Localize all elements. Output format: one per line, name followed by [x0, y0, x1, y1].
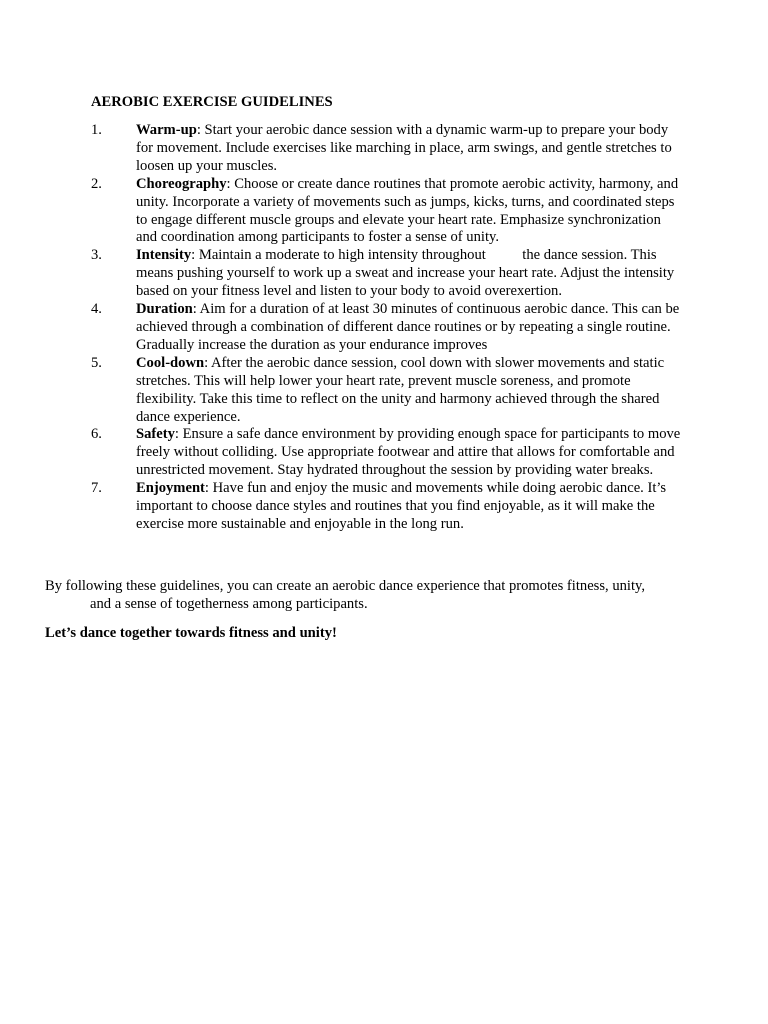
item-number: 2. — [91, 175, 102, 192]
item-text: : Start your aerobic dance session with a dynamic warm-up to prepare your body for movement. Include exercises like marching in place, arm swings, and gentle stretches to loosen up your muscles. — [136, 122, 672, 174]
list-item — [91, 301, 681, 355]
call-to-action: Let’s dance together towards fitness and unity! — [45, 625, 337, 641]
closing-paragraph — [45, 578, 680, 614]
item-number: 5. — [91, 354, 102, 371]
item-text: : Ensure a safe dance environment by providing enough space for participants to move freely without colliding. Use appropriate footwear and attire that allows for comfortable and unrestricted movement. Stay hydrated throughout the session by providing water breaks. — [136, 426, 681, 479]
item-term: Choreography — [136, 175, 227, 192]
item-term: Safety — [136, 426, 175, 443]
item-number: 3. — [91, 247, 102, 264]
item-number: 7. — [91, 480, 102, 497]
item-text: : Aim for a duration of at least 30 minutes of continuous aerobic dance. This can be achieved through a combination of different dance routines or by repeating a single routine. Gradually increase the duration as your endurance improves — [136, 301, 680, 353]
item-term: Duration — [136, 301, 193, 318]
item-text: : Choose or create dance routines that promote aerobic activity, harmony, and unity. Incorporate a variety of movements such as jumps, kicks, turns, and coordinated steps to engage different muscle groups and elevate your heart rate. Emphasize synchronization and coordination among participants to foster a sense of unity. — [136, 175, 679, 246]
guidelines-list — [91, 122, 681, 534]
list-item — [91, 426, 681, 480]
list-item — [91, 355, 681, 427]
item-term: Intensity — [136, 247, 192, 264]
item-term: Cool-down — [136, 354, 205, 371]
list-item — [91, 122, 681, 176]
item-term: Enjoyment — [136, 480, 205, 497]
document-title: AEROBIC EXERCISE GUIDELINES — [91, 94, 333, 110]
closing-line-2: and a sense of togetherness among participants. — [90, 595, 368, 612]
list-item — [91, 247, 681, 301]
item-number: 6. — [91, 426, 102, 443]
list-item — [91, 480, 681, 534]
item-term: Warm-up — [136, 122, 197, 138]
closing-line-1: By following these guidelines, you can create an aerobic dance experience that promotes fitness, unity, — [45, 578, 646, 594]
item-number: 4. — [91, 301, 102, 318]
item-number: 1. — [91, 122, 102, 138]
item-text: : Have fun and enjoy the music and movements while doing aerobic dance. It’s important to choose dance styles and routines that you find enjoyable, as it will make the exercise more sustainable and enjoyable in the long run. — [136, 480, 667, 532]
item-text: : Maintain a moderate to high intensity throughout the dance session. This means pushing yourself to work up a sweat and increase your heart rate. Adjust the intensity based on your fitness level and listen to your body to avoid overexertion. — [136, 247, 675, 300]
list-item — [91, 176, 681, 248]
item-text: : After the aerobic dance session, cool down with slower movements and static stretches. This will help lower your heart rate, prevent muscle soreness, and promote flexibility. Take this time to reflect on the unity and harmony achieved through the shared dance experience. — [136, 354, 665, 425]
